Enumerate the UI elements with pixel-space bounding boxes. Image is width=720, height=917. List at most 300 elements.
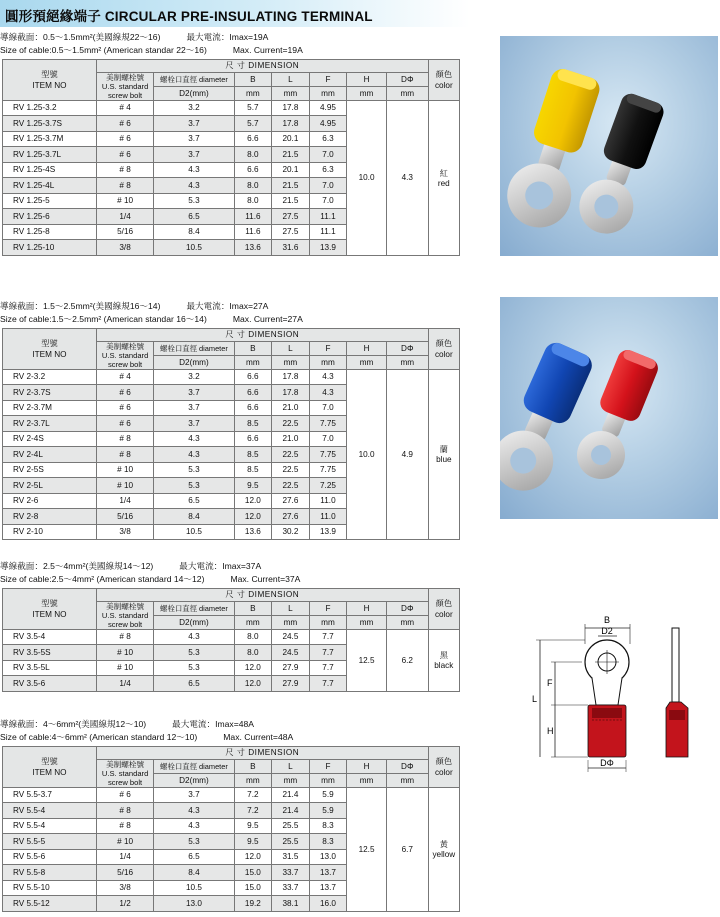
cell-value: 12.0 [234, 676, 272, 692]
cell-value: # 6 [96, 787, 153, 803]
cell-value: 8.0 [234, 147, 272, 163]
cell-value: 27.6 [272, 493, 310, 509]
cell-value: # 4 [96, 100, 153, 116]
cell-value: 10.5 [154, 240, 234, 256]
item-no: RV 5.5-10 [3, 880, 97, 896]
cell-value: 13.0 [309, 849, 347, 865]
item-no: RV 2-3.7M [3, 400, 97, 416]
cell-value: 6.6 [234, 385, 272, 401]
spec-en-current: Max. Current=27A [232, 313, 303, 324]
cell-value: 12.0 [234, 509, 272, 525]
spec-line-en [0, 44, 460, 57]
cell-value: 6.3 [309, 162, 347, 178]
unit-mm: mm [347, 355, 387, 369]
cell-value: 22.5 [272, 416, 310, 432]
cell-value: 33.7 [272, 880, 310, 896]
color-value: 黑 black [428, 629, 459, 691]
cell-value: # 8 [96, 431, 153, 447]
cell-value: 8.0 [234, 629, 272, 645]
cell-value: 6.6 [234, 131, 272, 147]
cell-value: 5.3 [154, 660, 234, 676]
dphi-value: 6.2 [386, 629, 428, 691]
spec-table [2, 588, 460, 692]
cell-value: 4.3 [154, 803, 234, 819]
item-no: RV 2-8 [3, 509, 97, 525]
spec-table [2, 328, 460, 540]
cell-value: 3.2 [154, 100, 234, 116]
cell-value: # 8 [96, 629, 153, 645]
cell-value: 27.9 [272, 676, 310, 692]
table-row [3, 787, 460, 803]
spec-en-current: Max. Current=48A [223, 731, 294, 742]
spec-en: Size of cable:4～6mm² (American standard 12～10) [0, 731, 198, 742]
cell-value: 6.5 [154, 849, 234, 865]
dphi-header: DΦ [386, 341, 428, 355]
cell-value: # 10 [96, 834, 153, 850]
l-header: L [272, 72, 310, 86]
cell-value: 1/4 [96, 849, 153, 865]
spec-line-en [0, 573, 460, 586]
cell-value: 8.4 [154, 224, 234, 240]
item-no-header: 型號 ITEM NO [3, 60, 97, 101]
spec-zh: 導線截面：1.5～2.5mm²(美國線規16～14) [0, 301, 161, 311]
table-row [3, 629, 460, 645]
cell-value: 11.1 [309, 209, 347, 225]
cell-value: # 10 [96, 645, 153, 661]
spec-line-zh [0, 560, 460, 573]
bolt-header: 美制螺栓號 U.S. standard screw bolt [96, 72, 153, 100]
cell-value: 4.3 [154, 818, 234, 834]
item-no: RV 1.25-6 [3, 209, 97, 225]
cell-value: 3/8 [96, 240, 153, 256]
unit-mm: mm [386, 355, 428, 369]
cell-value: 6.6 [234, 369, 272, 385]
cell-value: 3.7 [154, 416, 234, 432]
cell-value: 8.5 [234, 447, 272, 463]
cell-value: 7.2 [234, 787, 272, 803]
cell-value: 7.7 [309, 676, 347, 692]
item-no: RV 2-5L [3, 478, 97, 494]
cell-value: 21.5 [272, 147, 310, 163]
cell-value: 8.4 [154, 509, 234, 525]
h-header: H [347, 601, 387, 615]
cell-value: # 8 [96, 803, 153, 819]
spec-zh-current: 最大電流：Imax=37A [179, 561, 262, 571]
cell-value: 7.7 [309, 660, 347, 676]
item-no: RV 1.25-3.7M [3, 131, 97, 147]
cell-value: 13.7 [309, 865, 347, 881]
cell-value: 24.5 [272, 645, 310, 661]
cell-value: 4.95 [309, 100, 347, 116]
item-no: RV 2-3.2 [3, 369, 97, 385]
cell-value: 5.3 [154, 478, 234, 494]
cell-value: 10.5 [154, 524, 234, 540]
cell-value: 15.0 [234, 880, 272, 896]
cell-value: 17.8 [272, 385, 310, 401]
bolt-header: 美制螺栓號 U.S. standard screw bolt [96, 341, 153, 369]
item-no: RV 2-4S [3, 431, 97, 447]
cell-value: 21.0 [272, 400, 310, 416]
unit-mm: mm [234, 615, 272, 629]
cell-value: # 6 [96, 385, 153, 401]
dim-dphi-label: DΦ [600, 758, 614, 768]
spec-en: Size of cable:0.5～1.5mm² (American standar 22～16) [0, 44, 207, 55]
cell-value: 5/16 [96, 509, 153, 525]
cell-value: # 6 [96, 147, 153, 163]
item-no: RV 5.5-3.7 [3, 787, 97, 803]
cell-value: 9.5 [234, 478, 272, 494]
cell-value: 3.7 [154, 400, 234, 416]
dphi-value: 4.9 [386, 369, 428, 540]
item-no: RV 1.25-4L [3, 178, 97, 194]
item-no: RV 5.5-6 [3, 849, 97, 865]
dphi-header: DΦ [386, 759, 428, 773]
cell-value: 7.75 [309, 416, 347, 432]
cell-value: 21.4 [272, 803, 310, 819]
cell-value: 5.9 [309, 787, 347, 803]
cell-value: 15.0 [234, 865, 272, 881]
dim-h-label: H [547, 726, 554, 736]
b-header: B [234, 601, 272, 615]
cell-value: 6.6 [234, 400, 272, 416]
cell-value: 25.5 [272, 818, 310, 834]
spec-line-zh [0, 31, 460, 44]
dim-d2-label: D2 [601, 626, 613, 636]
cell-value: 30.2 [272, 524, 310, 540]
dim-f-label: F [547, 678, 553, 688]
cell-value: 5/16 [96, 224, 153, 240]
cell-value: # 6 [96, 416, 153, 432]
cell-value: 7.25 [309, 478, 347, 494]
cell-value: 7.0 [309, 431, 347, 447]
unit-mm: mm [234, 355, 272, 369]
cell-value: 5/16 [96, 865, 153, 881]
cell-value: 6.5 [154, 209, 234, 225]
d2-header: D2(mm) [154, 86, 234, 100]
h-value: 10.0 [347, 100, 387, 255]
cell-value: # 4 [96, 369, 153, 385]
diameter-header: 螺栓口直徑 diameter [154, 601, 234, 615]
cell-value: 24.5 [272, 629, 310, 645]
b-header: B [234, 341, 272, 355]
spec-line-en [0, 313, 460, 326]
dimension-header: 尺 寸 DIMENSION [96, 747, 428, 760]
cell-value: 21.0 [272, 431, 310, 447]
dphi-header: DΦ [386, 601, 428, 615]
dimension-header: 尺 寸 DIMENSION [96, 589, 428, 602]
cell-value: 12.0 [234, 849, 272, 865]
diameter-header: 螺栓口直徑 diameter [154, 72, 234, 86]
cell-value: 6.3 [309, 131, 347, 147]
unit-mm: mm [386, 615, 428, 629]
page-title: 圓形預絕緣端子 CIRCULAR PRE-INSULATING TERMINAL [5, 9, 373, 24]
cell-value: 7.7 [309, 645, 347, 661]
item-no-header: 型號 ITEM NO [3, 747, 97, 788]
cell-value: 8.0 [234, 193, 272, 209]
cell-value: 6.5 [154, 676, 234, 692]
color-value: 黃 yellow [428, 787, 459, 911]
cell-value: 3.7 [154, 116, 234, 132]
blue-red-terminal-photo [500, 297, 718, 519]
cell-value: 27.9 [272, 660, 310, 676]
unit-mm: mm [386, 86, 428, 100]
cell-value: 9.5 [234, 834, 272, 850]
f-header: F [309, 759, 347, 773]
cell-value: 4.3 [154, 162, 234, 178]
spec-table [2, 59, 460, 256]
spec-en-current: Max. Current=19A [232, 44, 303, 55]
cell-value: # 8 [96, 162, 153, 178]
item-no-header: 型號 ITEM NO [3, 329, 97, 370]
unit-mm: mm [347, 773, 387, 787]
cell-value: 8.5 [234, 462, 272, 478]
cell-value: 12.0 [234, 660, 272, 676]
item-no-header: 型號 ITEM NO [3, 589, 97, 630]
title-bar [0, 0, 470, 27]
dimension-header: 尺 寸 DIMENSION [96, 60, 428, 73]
cell-value: 20.1 [272, 162, 310, 178]
cell-value: 4.95 [309, 116, 347, 132]
dim-l-label: L [532, 694, 538, 704]
item-no: RV 5.5-5 [3, 834, 97, 850]
h-header: H [347, 341, 387, 355]
cell-value: 13.0 [154, 896, 234, 912]
spec-en: Size of cable:1.5～2.5mm² (American standar 16～14) [0, 313, 207, 324]
f-header: F [309, 601, 347, 615]
spec-line-zh [0, 718, 460, 731]
diameter-header: 螺栓口直徑 diameter [154, 759, 234, 773]
cell-value: 17.8 [272, 116, 310, 132]
cell-value: 5.3 [154, 834, 234, 850]
cell-value: 1/4 [96, 209, 153, 225]
bolt-header: 美制螺栓號 U.S. standard screw bolt [96, 759, 153, 787]
cell-value: 5.7 [234, 100, 272, 116]
cell-value: 3.7 [154, 131, 234, 147]
item-no: RV 1.25-3.2 [3, 100, 97, 116]
cell-value: # 8 [96, 447, 153, 463]
cell-value: # 8 [96, 178, 153, 194]
cell-value: 3.7 [154, 385, 234, 401]
cell-value: 4.3 [309, 369, 347, 385]
cell-value: 1/4 [96, 676, 153, 692]
cell-value: 1/4 [96, 493, 153, 509]
ring-terminal-dimension-drawing [520, 610, 700, 780]
cell-value: 11.6 [234, 224, 272, 240]
item-no: RV 5.5-4 [3, 818, 97, 834]
cell-value: 11.6 [234, 209, 272, 225]
cell-value: 6.6 [234, 162, 272, 178]
spec-zh: 導線截面：0.5～1.5mm²(美國線規22～16) [0, 32, 161, 42]
unit-mm: mm [272, 773, 310, 787]
d2-header: D2(mm) [154, 615, 234, 629]
item-no: RV 1.25-10 [3, 240, 97, 256]
cell-value: 3.7 [154, 787, 234, 803]
f-header: F [309, 72, 347, 86]
cell-value: 7.7 [309, 629, 347, 645]
cell-value: 16.0 [309, 896, 347, 912]
cell-value: 22.5 [272, 462, 310, 478]
cell-value: 27.6 [272, 509, 310, 525]
color-header: 顏色 color [428, 60, 459, 101]
unit-mm: mm [309, 86, 347, 100]
cell-value: 27.5 [272, 224, 310, 240]
section-yellow [0, 718, 460, 912]
spec-zh-current: 最大電流：Imax=19A [186, 32, 269, 42]
cell-value: 7.2 [234, 803, 272, 819]
cell-value: 7.0 [309, 147, 347, 163]
unit-mm: mm [309, 355, 347, 369]
cell-value: 11.0 [309, 493, 347, 509]
color-value: 蘭 blue [428, 369, 459, 540]
h-value: 12.5 [347, 787, 387, 911]
cell-value: 13.9 [309, 524, 347, 540]
cell-value: 7.0 [309, 400, 347, 416]
cell-value: 21.5 [272, 193, 310, 209]
color-header: 顏色 color [428, 329, 459, 370]
item-no: RV 5.5-12 [3, 896, 97, 912]
d2-header: D2(mm) [154, 773, 234, 787]
item-no: RV 3.5-5S [3, 645, 97, 661]
item-no: RV 5.5-4 [3, 803, 97, 819]
cell-value: # 6 [96, 116, 153, 132]
f-header: F [309, 341, 347, 355]
cell-value: 4.3 [154, 178, 234, 194]
item-no: RV 5.5-8 [3, 865, 97, 881]
cell-value: 17.8 [272, 100, 310, 116]
section-black [0, 560, 460, 692]
cell-value: 5.9 [309, 803, 347, 819]
cell-value: 13.6 [234, 240, 272, 256]
cell-value: 7.0 [309, 193, 347, 209]
spec-table [2, 746, 460, 912]
cell-value: 22.5 [272, 447, 310, 463]
cell-value: 8.5 [234, 416, 272, 432]
dphi-value: 4.3 [386, 100, 428, 255]
item-no: RV 2-4L [3, 447, 97, 463]
item-no: RV 2-3.7L [3, 416, 97, 432]
cell-value: # 10 [96, 660, 153, 676]
cell-value: # 6 [96, 400, 153, 416]
spec-en: Size of cable:2.5～4mm² (American standard 14～12) [0, 573, 205, 584]
cell-value: 4.3 [154, 629, 234, 645]
item-no: RV 2-10 [3, 524, 97, 540]
cell-value: 8.0 [234, 178, 272, 194]
dimension-header: 尺 寸 DIMENSION [96, 329, 428, 342]
cell-value: # 10 [96, 193, 153, 209]
dphi-header: DΦ [386, 72, 428, 86]
l-header: L [272, 601, 310, 615]
cell-value: 7.75 [309, 462, 347, 478]
unit-mm: mm [347, 86, 387, 100]
item-no: RV 1.25-4S [3, 162, 97, 178]
cell-value: 33.7 [272, 865, 310, 881]
color-header: 顏色 color [428, 589, 459, 630]
item-no: RV 3.5-4 [3, 629, 97, 645]
cell-value: 8.0 [234, 645, 272, 661]
item-no: RV 3.5-5L [3, 660, 97, 676]
cell-value: 38.1 [272, 896, 310, 912]
color-value: 紅 red [428, 100, 459, 255]
cell-value: 20.1 [272, 131, 310, 147]
cell-value: 5.3 [154, 462, 234, 478]
d2-header: D2(mm) [154, 355, 234, 369]
unit-mm: mm [272, 86, 310, 100]
cell-value: # 6 [96, 131, 153, 147]
cell-value: 10.5 [154, 880, 234, 896]
cell-value: 21.5 [272, 178, 310, 194]
unit-mm: mm [272, 615, 310, 629]
cell-value: 13.6 [234, 524, 272, 540]
cell-value: 17.8 [272, 369, 310, 385]
cell-value: 31.5 [272, 849, 310, 865]
cell-value: # 10 [96, 462, 153, 478]
cell-value: 27.5 [272, 209, 310, 225]
cell-value: 5.3 [154, 645, 234, 661]
yellow-black-terminal-photo [500, 36, 718, 256]
l-header: L [272, 341, 310, 355]
item-no: RV 3.5-6 [3, 676, 97, 692]
unit-mm: mm [386, 773, 428, 787]
cell-value: # 10 [96, 478, 153, 494]
cell-value: 5.7 [234, 116, 272, 132]
color-header: 顏色 color [428, 747, 459, 788]
cell-value: 12.0 [234, 493, 272, 509]
cell-value: 13.9 [309, 240, 347, 256]
unit-mm: mm [234, 86, 272, 100]
item-no: RV 1.25-5 [3, 193, 97, 209]
spec-zh: 導線截面：2.5～4mm²(美國線規14～12) [0, 561, 154, 571]
cell-value: 21.4 [272, 787, 310, 803]
dim-b-label: B [603, 615, 611, 625]
cell-value: 4.3 [154, 447, 234, 463]
section-blue [0, 300, 460, 540]
table-row [3, 100, 460, 116]
spec-zh-current: 最大電流：Imax=27A [186, 301, 269, 311]
spec-zh: 導線截面：4～6mm²(美國線規12～10) [0, 719, 147, 729]
cell-value: 5.3 [154, 193, 234, 209]
cell-value: 3/8 [96, 524, 153, 540]
section-red [0, 31, 460, 256]
item-no: RV 2-6 [3, 493, 97, 509]
unit-mm: mm [309, 773, 347, 787]
l-header: L [272, 759, 310, 773]
diameter-header: 螺栓口直徑 diameter [154, 341, 234, 355]
table-row [3, 369, 460, 385]
bolt-header: 美制螺栓號 U.S. standard screw bolt [96, 601, 153, 629]
b-header: B [234, 759, 272, 773]
item-no: RV 2-3.7S [3, 385, 97, 401]
cell-value: 3/8 [96, 880, 153, 896]
cell-value: 8.4 [154, 865, 234, 881]
h-value: 12.5 [347, 629, 387, 691]
unit-mm: mm [347, 615, 387, 629]
cell-value: 31.6 [272, 240, 310, 256]
item-no: RV 1.25-3.7L [3, 147, 97, 163]
spec-zh-current: 最大電流：Imax=48A [172, 719, 255, 729]
h-header: H [347, 759, 387, 773]
cell-value: 4.3 [309, 385, 347, 401]
cell-value: 8.3 [309, 834, 347, 850]
cell-value: # 8 [96, 818, 153, 834]
cell-value: 1/2 [96, 896, 153, 912]
cell-value: 3.2 [154, 369, 234, 385]
item-no: RV 1.25-8 [3, 224, 97, 240]
unit-mm: mm [309, 615, 347, 629]
b-header: B [234, 72, 272, 86]
cell-value: 22.5 [272, 478, 310, 494]
spec-en-current: Max. Current=37A [230, 573, 301, 584]
cell-value: 11.0 [309, 509, 347, 525]
